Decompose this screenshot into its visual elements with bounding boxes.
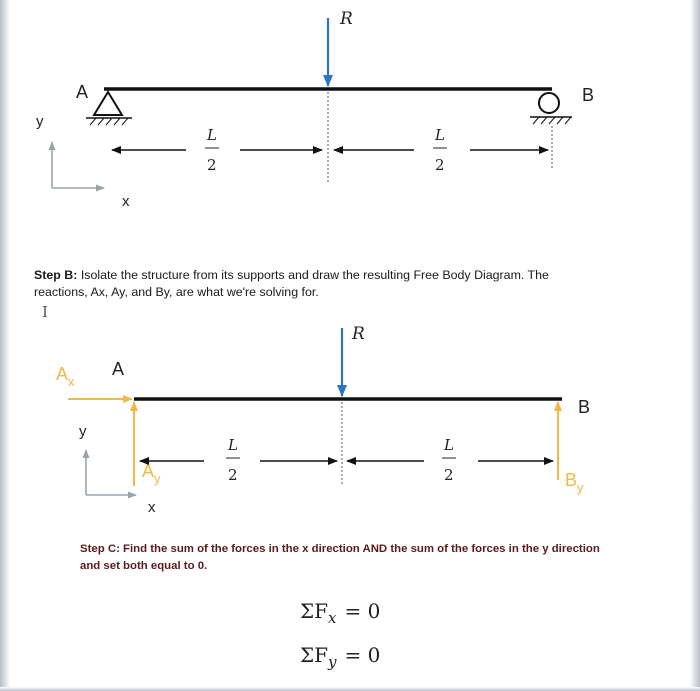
diagram-1-beam-supported xyxy=(36,9,594,210)
support-b-label: B xyxy=(582,85,595,105)
axis-y-label: y xyxy=(79,423,87,440)
equation-sum-fy: $\Sigma F_y = 0$ xyxy=(300,643,381,671)
half-span-fraction-fbd-2 xyxy=(442,436,456,484)
step-b-label: Step B: xyxy=(34,268,78,282)
force-r-label: R xyxy=(340,9,353,29)
point-b-label: B xyxy=(578,397,591,417)
roller-support-b xyxy=(530,93,572,124)
fraction-denominator: 2 xyxy=(207,156,217,174)
text-cursor-icon: I xyxy=(42,303,48,321)
force-r-label-fbd: R xyxy=(352,324,365,344)
support-a-label: A xyxy=(76,82,89,102)
reaction-ax-label: $A_x$ xyxy=(56,364,75,389)
fraction-denominator: 2 xyxy=(435,156,445,174)
fraction-denominator: 2 xyxy=(444,466,454,484)
step-b-text: Isolate the structure from its supports and draw the resulting Free Body Diagram. The reactions, Ax, Ay, and By, are what we're solving for. xyxy=(34,268,549,299)
step-c-text: Find the sum of the forces in the x direction AND the sum of the forces in the y direction and set both equal to 0. xyxy=(80,543,600,572)
step-c-label: Step C: xyxy=(80,543,120,555)
coordinate-axes-1 xyxy=(36,113,130,210)
pin-support-a xyxy=(86,92,132,125)
equilibrium-equations xyxy=(300,599,380,671)
fraction-numerator: L xyxy=(444,436,454,454)
fraction-numerator: L xyxy=(228,436,238,454)
point-a-label: A xyxy=(112,359,125,379)
step-c-instruction xyxy=(80,541,600,575)
reaction-by-label: $B_y$ xyxy=(565,470,584,495)
equation-sum-fx: $\Sigma F_x = 0$ xyxy=(300,599,381,627)
reaction-ay-label: $A_y$ xyxy=(142,461,161,486)
half-span-fraction-1 xyxy=(205,126,219,174)
fraction-denominator: 2 xyxy=(228,466,238,484)
axis-x-label: x xyxy=(148,499,156,516)
fraction-numerator: L xyxy=(435,126,445,144)
fraction-numerator: L xyxy=(207,126,217,144)
half-span-fraction-fbd-1 xyxy=(226,436,240,484)
axis-y-label: y xyxy=(36,113,44,130)
step-b-instruction xyxy=(34,267,604,301)
axis-x-label: x xyxy=(122,193,130,210)
diagram-2-free-body xyxy=(56,324,590,516)
half-span-fraction-2 xyxy=(433,126,447,174)
